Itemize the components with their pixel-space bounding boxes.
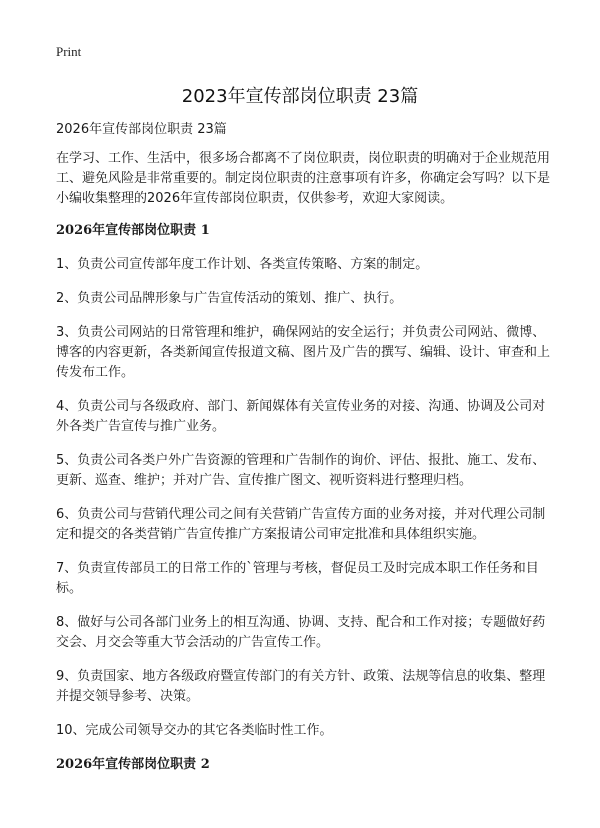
intro-paragraph: 在学习、工作、生活中，很多场合都离不了岗位职责，岗位职责的明确对于企业规范用工、避免风险是非常重要的。制定岗位职责的注意事项有许多，你确定会写吗？以下是小编收集整理的2026年宣传部岗位职责，仅供参考，欢迎大家阅读。 (56, 151, 551, 206)
section-heading-1: 2026年宣传部岗位职责 1 (56, 223, 210, 238)
duty-item-3: 3、负责公司网站的日常管理和维护，确保网站的安全运行；并负责公司网站、微博、博客的内容更新，各类新闻宣传报道文稿、图片及广告的撰写、编辑、设计、审查和上传发布工作。 (56, 325, 551, 380)
duty-item-6: 6、负责公司与营销代理公司之间有关营销广告宣传方面的业务对接，并对代理公司制定和提交的各类营销广告宣传推广方案报请公司审定批准和具体组织实施。 (56, 507, 546, 542)
duty-item-10: 10、完成公司领导交办的其它各类临时性工作。 (56, 723, 333, 738)
page-title: 2023年宣传部岗位职责 23篇 (181, 86, 419, 107)
duty-item-1: 1、负责公司宣传部年度工作计划、各类宣传策略、方案的制定。 (56, 257, 429, 272)
document-body (56, 120, 556, 789)
section-heading-2: 2026年宣传部岗位职责 2 (56, 757, 210, 772)
document-subtitle: 2026年宣传部岗位职责 23篇 (56, 122, 227, 137)
duty-item-5: 5、负责公司各类户外广告资源的管理和广告制作的询价、评估、报批、施工、发布、更新、巡查、维护；并对广告、宣传推广图文、视听资料进行整理归档。 (56, 453, 546, 488)
duty-item-2: 2、负责公司品牌形象与广告宣传活动的策划、推广、执行。 (56, 291, 403, 306)
duty-item-8: 8、做好与公司各部门业务上的相互沟通、协调、支持、配合和工作对接；专题做好药交会、月交会等重大节会活动的广告宣传工作。 (56, 615, 546, 650)
print-link[interactable]: Print (56, 44, 82, 59)
duty-list (56, 255, 556, 741)
duty-item-4: 4、负责公司与各级政府、部门、新闻媒体有关宣传业务的对接、沟通、协调及公司对外各类广告宣传与推广业务。 (56, 399, 546, 434)
duty-item-7: 7、负责宣传部员工的日常工作的`管理与考核，督促员工及时完成本职工作任务和目标。 (56, 561, 539, 596)
duty-item-9: 9、负责国家、地方各级政府暨宣传部门的有关方针、政策、法规等信息的收集、整理并提交领导参考、决策。 (56, 669, 546, 704)
